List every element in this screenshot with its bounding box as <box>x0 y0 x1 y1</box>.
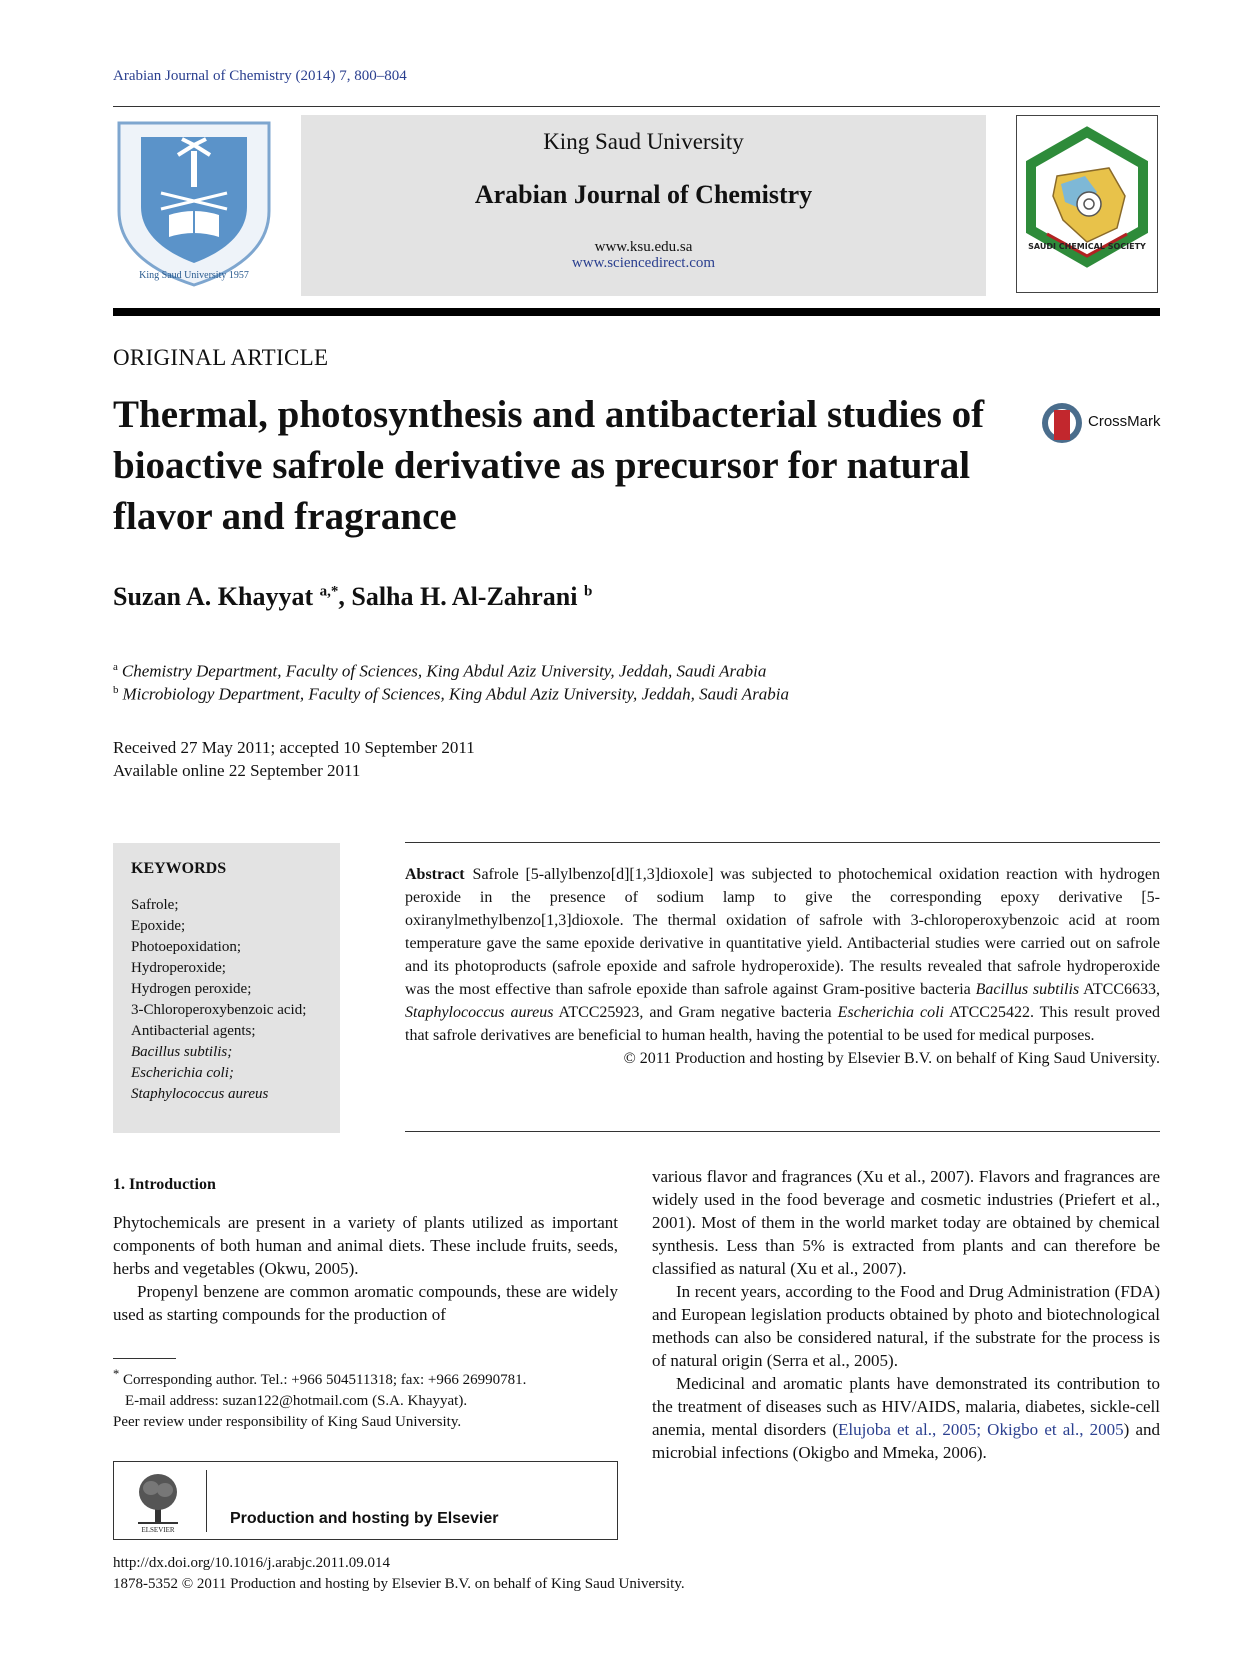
ksu-logo <box>113 115 275 287</box>
author-affiliation-mark: a,* <box>319 583 339 600</box>
elsevier-label: Production and hosting by Elsevier <box>230 1510 499 1527</box>
footnote-text: Corresponding author. Tel.: +966 504511318; fax: +966 26990781. <box>119 1372 527 1388</box>
saudi-chemical-society-logo-box <box>1016 115 1158 293</box>
journal-name: Arabian Journal of Chemistry <box>474 180 813 209</box>
paragraph-text: Medicinal and aromatic plants have demonstrated its contribution to the treatment of diseases such as HIV/AIDS, malaria, diabetes, sickle-cell anemia, mental disorders ( <box>652 1374 1160 1439</box>
paragraph: Propenyl benzene are common aromatic compounds, these are widely used as starting compounds for the production of <box>113 1282 618 1324</box>
paragraph <box>652 1372 1160 1464</box>
issn-copyright: 1878-5352 © 2011 Production and hosting by Elsevier B.V. on behalf of King Saud University. <box>113 1576 685 1592</box>
abstract-top-rule <box>405 842 1160 843</box>
abstract-species: Escherichia coli <box>837 1004 944 1021</box>
abstract-bottom-rule <box>405 1131 1160 1132</box>
top-rule <box>113 106 1160 107</box>
abstract-text: ATCC6633, <box>1079 981 1161 998</box>
abstract-copyright: © 2011 Production and hosting by Elsevier B.V. on behalf of King Saud University. <box>623 1050 1160 1067</box>
elsevier-logo-text: ELSEVIER <box>141 1526 175 1534</box>
received-date: Received 27 May 2011; accepted 10 September 2011 <box>113 738 475 757</box>
available-date: Available online 22 September 2011 <box>113 761 361 780</box>
affiliation-mark: a <box>113 661 118 673</box>
article-title: Thermal, photosynthesis and antibacterial studies of bioactive safrole derivative as precursor for natural flavor and fragrance <box>113 393 985 538</box>
keyword-item: Antibacterial agents; <box>131 1023 256 1039</box>
paragraph: Phytochemicals are present in a variety of plants utilized as important components of both human and animal diets. These include fruits, seeds, herbs and vegetables (Okwu, 2005). <box>113 1213 618 1278</box>
abstract-species: Bacillus subtilis <box>975 981 1080 998</box>
keywords-box <box>113 843 340 1133</box>
affiliation-text: Microbiology Department, Faculty of Sciences, King Abdul Aziz University, Jeddah, Saudi Arabia <box>122 684 790 704</box>
keyword-item: Hydrogen peroxide; <box>131 981 252 997</box>
keyword-item: 3-Chloroperoxybenzoic acid; <box>131 1002 307 1018</box>
ksu-url-link[interactable]: www.ksu.edu.sa <box>594 239 693 255</box>
author-affiliation-mark: b <box>583 583 593 600</box>
saudi-chemical-society-logo <box>1017 116 1157 292</box>
doi-link[interactable]: http://dx.doi.org/10.1016/j.arabjc.2011.09.014 <box>113 1555 391 1571</box>
abstract-label: Abstract <box>405 866 465 883</box>
affiliation <box>113 661 766 682</box>
abstract-text: ATCC25923, and Gram negative bacteria <box>553 1004 838 1021</box>
affiliation-text: Chemistry Department, Faculty of Sciences, King Abdul Aziz University, Jeddah, Saudi Arabia <box>121 661 767 681</box>
keywords-list <box>131 895 306 1105</box>
author-name: Suzan A. Khayyat <box>113 582 320 611</box>
author-list <box>113 582 592 612</box>
journal-reference: Arabian Journal of Chemistry (2014) 7, 800–804 <box>113 68 407 84</box>
article-type: ORIGINAL ARTICLE <box>113 345 329 370</box>
abstract-text: ATCC25422. This result proved that safrole derivatives are beneficial to human health, having the potential to be used for medical purposes. <box>405 1004 1161 1044</box>
footnote <box>113 1364 618 1433</box>
keyword-item: Staphylococcus aureus <box>131 1086 269 1102</box>
sciencedirect-url-link[interactable]: www.sciencedirect.com <box>571 255 716 271</box>
footnote-mark: * <box>113 1367 120 1381</box>
keyword-item: Bacillus subtilis; <box>131 1044 233 1060</box>
keyword-item: Escherichia coli; <box>131 1065 234 1081</box>
author-name: Salha H. Al-Zahrani <box>351 582 584 611</box>
elsevier-divider <box>206 1470 207 1532</box>
paragraph: In recent years, according to the Food and Drug Administration (FDA) and European legislation products obtained by photo and biotechnological methods can also be considered natural, if the substrate for the process is of natural origin (Serra et al., 2005). <box>652 1282 1160 1370</box>
abstract <box>405 863 1160 1070</box>
left-column <box>113 1211 618 1326</box>
affiliation-mark: b <box>113 684 119 696</box>
keyword-item: Photoepoxidation; <box>131 939 241 955</box>
section-heading: 1. Introduction <box>113 1176 216 1193</box>
peer-review-note: Peer review under responsibility of King Saud University. <box>113 1414 462 1430</box>
abstract-body <box>405 863 1160 1047</box>
keyword-item: Epoxide; <box>131 918 186 934</box>
abstract-species: Staphylococcus aureus <box>405 1004 554 1021</box>
paragraph: various flavor and fragrances (Xu et al., 2007). Flavors and fragrances are widely used in the food beverage and cosmetic industries (Priefert et al., 2001). Most of them in the world market today are obtained by chemical synthesis. Less than 5% is extracted from plants and can therefore be classified as natural (Xu et al., 2007). <box>652 1167 1160 1278</box>
keyword-item: Hydroperoxide; <box>131 960 226 976</box>
author-separator: , <box>338 582 352 611</box>
ksu-logo-text: King Saud University 1957 <box>139 270 249 281</box>
header-thick-rule <box>113 308 1160 316</box>
affiliation <box>113 684 789 705</box>
email-note: E-mail address: suzan122@hotmail.com (S.A. Khayyat). <box>125 1393 468 1409</box>
journal-banner <box>301 115 986 296</box>
paragraph-text: ) and microbial infections (Okigbo and Mmeka, 2006). <box>652 1420 1160 1462</box>
footnote-rule <box>113 1358 176 1359</box>
university-name: King Saud University <box>543 129 744 154</box>
crossmark-label[interactable]: CrossMark <box>1088 413 1161 430</box>
elsevier-box <box>113 1461 618 1540</box>
keyword-item: Safrole; <box>131 897 179 913</box>
scs-logo-text: SAUDI CHEMICAL SOCIETY <box>1028 242 1146 251</box>
corresponding-author-note <box>113 1364 618 1391</box>
keywords-title: KEYWORDS <box>131 860 227 877</box>
right-column <box>652 1165 1160 1464</box>
citation-link[interactable]: Elujoba et al., 2005; Okigbo et al., 2005 <box>838 1420 1124 1439</box>
elsevier-tree-icon <box>136 1468 180 1534</box>
abstract-text: Safrole [5-allylbenzo[d][1,3]dioxole] was subjected to photochemical oxidation reaction with hydrogen peroxide in the presence of sodium lamp to give the corresponding epoxy derivative [5-oxiranylmethylbenzo[1,3]dioxole. The thermal oxidation of safrole with 3-chloroperoxybenzoic acid at room temperature gave the same epoxide derivative in quantitative yield. Antibacterial studies were carried out on safrole and its photoproducts (safrole epoxide and safrole hydroperoxide). The results revealed that safrole hydroperoxide was the most effective than safrole epoxide than safrole against Gram-positive bacteria <box>405 866 1160 998</box>
